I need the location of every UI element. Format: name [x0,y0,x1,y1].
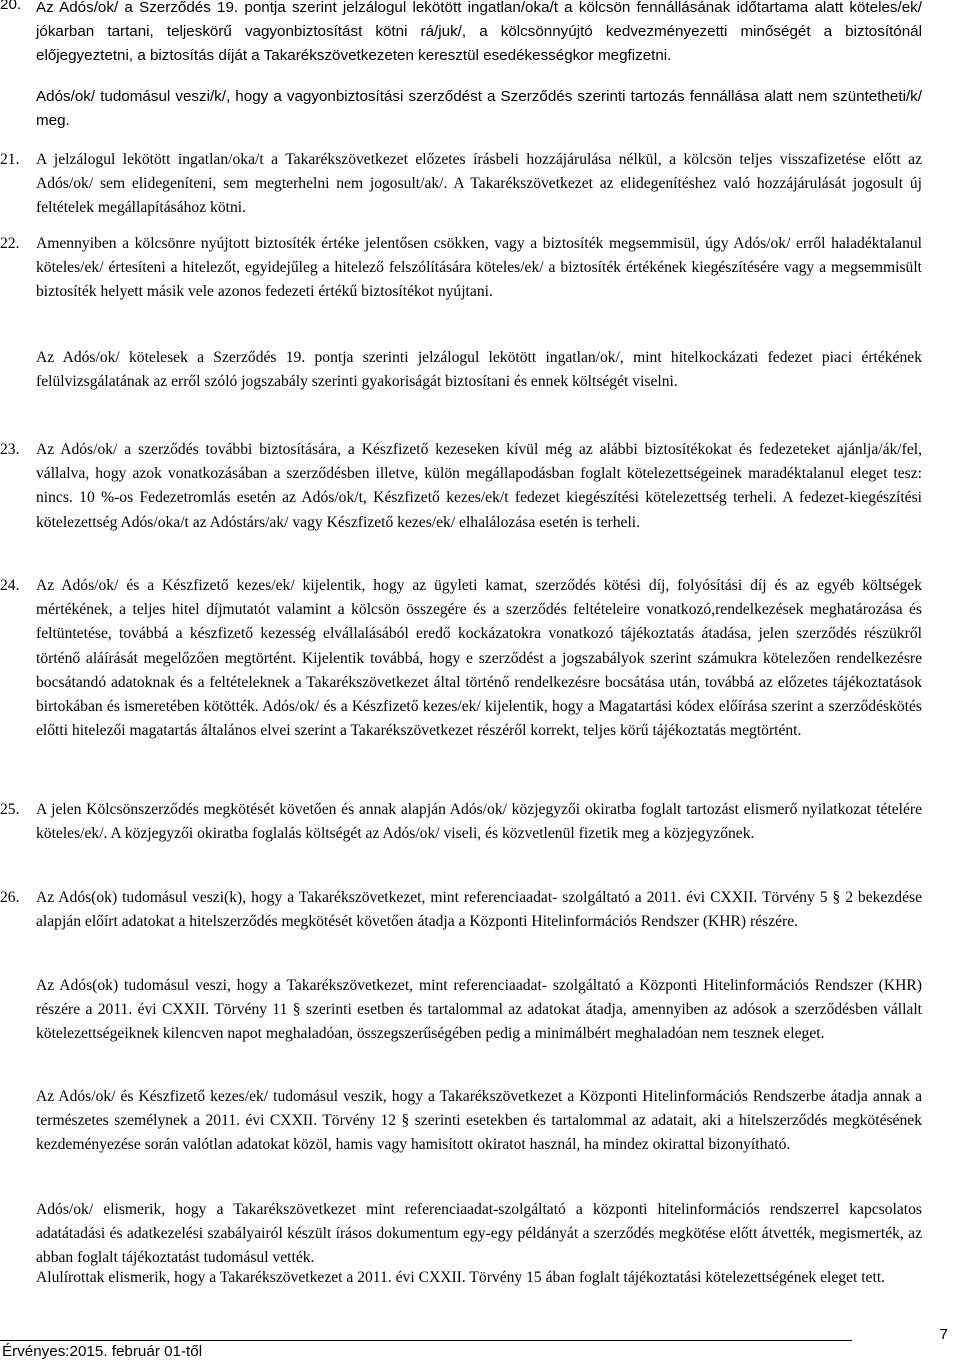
section-number-20: 20. [0,0,22,13]
section-20-text: Az Adós/ok/ a Szerződés 19. pontja szerint jelzálogul lekötött ingatlan/oka/t a kölcsön fennállásának időtartama alatt köteles/ek/ jókarban tartani, teljeskörű vagyonbiztosítást kötni rá/juk/, a kölcsönnyújtó kedvezményezetti minőségét a biztosítónál előjegyeztetni, a biztosítás díját a Takarékszövetkezeten keresztül esedékességkor megfizetni. [36,0,922,65]
section-20-note: Adós/ok/ tudomásul veszi/k/, hogy a vagyonbiztosítási szerződést a Szerződés szerinti tartozás fennállása alatt nem szüntetheti/k/ meg. [36,88,922,130]
section-26-text: Az Adós(ok) tudomásul veszi(k), hogy a Takarékszövetkezet, mint referenciaadat- szolgáltató a 2011. évi CXXII. Törvény 5 § 2 bekezdése alapján előírt adatokat a hitelszerződés megkötését követően átadja a Központi Hitelinformációs Rendszer (KHR) részére. [36,889,922,931]
section-26-signatories-text: Alulírottak elismerik, hogy a Takarékszövetkezet a 2011. évi CXXII. Törvény 15 ában foglalt tájékoztatási kötelezettségének eleget tett. [36,1269,886,1286]
section-number-23: 23. [0,441,20,458]
section-22-text: Amennyiben a kölcsönre nyújtott biztosíték értéke jelentősen csökken, vagy a biztosíték megsemmisül, úgy Adós/ok/ erről haladéktalanul köteles/ek/ értesíteni a hitelezőt, egyidejűleg a hitelező felszólítására köteles/ek/ a biztosíték értékének kiegészítésére vagy a megsemmisült biztosíték helyett másik vele azonos fedezeti értékű biztosítékot nyújtani. [36,235,922,301]
section-26-acknowledgement-text: Adós/ok/ elismerik, hogy a Takarékszövetkezet mint referenciaadat-szolgáltató a központi hitelinformációs rendszerrel kapcsolatos adatátadási és adatkezelési szabályairól készült írásos dokumentum egy-egy példányát a szerződés megkötése előtt átvették, megismerték, az abban foglalt tájékoztatást tudomásul vették. [36,1201,922,1267]
section-number-22: 22. [0,235,20,252]
section-23-text: Az Adós/ok/ a szerződés további biztosítására, a Készfizető kezeseken kívül még az alábbi biztosítékokat és fedezeteket ajánlja/ák/fel, vállalva, hogy azok vonatkozásában a szerződésben illetve, külön megállapodásban foglalt kötelezettségeinek maradéktalanul eleget tesz: nincs. 10 %-os Fedezetromlás esetén az Adós/ok/t, Készfizető kezes/ek/t fedezet kiegészítési kötelezettség terheli. A fedezet-kiegészítési kötelezettség Adós/oka/t az Adóstárs/ak/ vagy Készfizető kezes/ek/ elhalálozása esetén is terheli. [36,441,922,531]
section-number-25: 25. [0,801,20,818]
section-number-26: 26. [0,889,20,906]
page-number: 7 [939,1326,948,1343]
section-number-21: 21. [0,151,20,168]
section-26-khr-text: Az Adós(ok) tudomásul veszi, hogy a Takarékszövetkezet, mint referenciaadat- szolgáltató a Központi Hitelinformációs Rendszer (KHR) részére a 2011. évi CXXII. Törvény 11 § szerinti esetben és tartalommal az adatokat átadja, amennyiben az adósok a szerződésben vállalt kötelezettségeiknek kilencven napot meghaladóan, összegszerűségében pedig a minimálbért meghaladóan nem tesznek eleget. [36,977,922,1043]
footer-validity: Érvényes:2015. február 01-től [2,1343,203,1360]
section-number-24: 24. [0,577,20,594]
section-25-text: A jelen Kölcsönszerződés megkötését követően és annak alapján Adós/ok/ közjegyzői okiratba foglalt tartozást elismerő nyilatkozat tételére köteles/ek/. A közjegyzői okiratba foglalás költségét az Adós/ok/ viseli, és közvetlenül fizetik meg a közjegyzőnek. [36,801,922,843]
section-24-text: Az Adós/ok/ és a Készfizető kezes/ek/ kijelentik, hogy az ügyleti kamat, szerződés kötési díj, folyósítási díj és az egyéb költségek mértékének, a teljes hitel díjmutatót valamint a kölcsön összegére és a szerződés feltételeire vonatkozó,rendelkezések meghatározása és feltüntetése, továbbá a készfizető kezesség elvállalásából eredő kockázatokra vonatkozó tájékoztatás átadása, jelen szerződés részükről történő aláírását megelőzően megtörtént. Kijelentik továbbá, hogy e szerződést a jogszabályok szerint számukra kötelezően rendelkezésre bocsátandó adatoknak és a feltételeknek a Takarékszövetkezet által történő rendelkezésre bocsátása után, továbbá az előzetes tájékoztatások birtokában és ismeretében kötötték. Adós/ok/ és a Készfizető kezes/ek/ kijelentik, hogy a Magatartási kódex előírása szerint a szerződéskötés előtti hitelezői magatartás általános elvei szerint a Takarékszövetkezet részéről korrekt, teljes körű tájékoztatás megtörtént. [36,577,922,740]
footer-rule [0,1340,852,1341]
section-22-note: Az Adós/ok/ kötelesek a Szerződés 19. pontja szerinti jelzálogul lekötött ingatlan/ok/, mint hitelkockázati fedezet piaci értékének felülvizsgálatának az erről szóló jogszabály szerinti gyakoriságát biztosítani és ennek költségét viselni. [36,349,922,391]
section-21-text: A jelzálogul lekötött ingatlan/oka/t a Takarékszövetkezet előzetes írásbeli hozzájárulása nélkül, a kölcsön teljes visszafizetése előtt az Adós/ok/ sem elidegeníteni, sem megterhelni nem jogosult/ak/. A Takarékszövetkezet az elidegenítéshez való hozzájárulását jogosult új feltételek megállapításához kötni. [36,151,922,217]
section-26-warrantor-text: Az Adós/ok/ és Készfizető kezes/ek/ tudomásul veszik, hogy a Takarékszövetkezet a Központi Hitelinformációs Rendszerbe átadja annak a természetes személynek a 2011. évi CXXII. Törvény 12 § szerinti esetekben és tartalommal az adatait, aki a hitelszerződés megkötésének kezdeményezése során valótlan adatokat közöl, hamis vagy hamisított okiratot használ, ha mindez okirattal bizonyítható. [36,1088,922,1154]
